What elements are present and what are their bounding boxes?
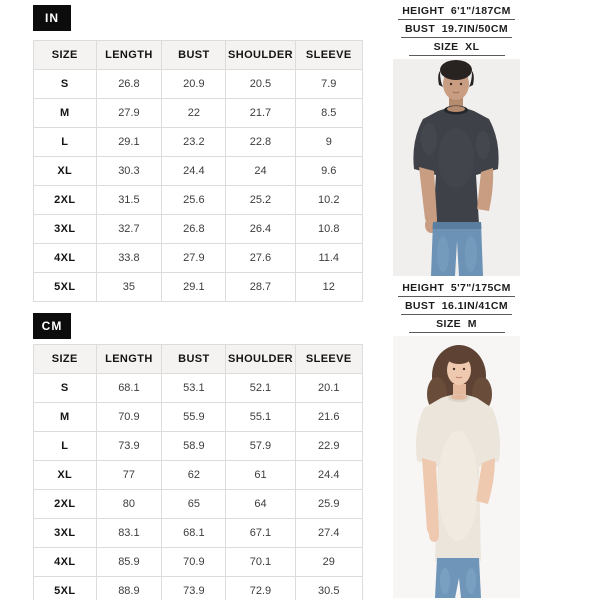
female-model-illustration [393,336,520,598]
measurement-cell: 20.9 [162,70,226,99]
size-cell: 5XL [34,577,97,600]
table-row [34,186,363,215]
size-cell: XL [34,157,97,186]
measurement-cell: 68.1 [162,519,226,548]
measurement-cell: 70.9 [96,403,162,432]
size-cell: 2XL [34,490,97,519]
model-size-label: SIZE M [409,318,505,333]
model-panel-male [393,0,520,272]
size-cell: S [34,70,97,99]
table-row [34,519,363,548]
measurement-cell: 68.1 [96,374,162,403]
male-model-photo [393,59,520,276]
table-row [34,70,363,99]
measurement-cell: 29.1 [162,273,226,302]
measurement-cell: 70.1 [226,548,295,577]
measurement-cell: 53.1 [162,374,226,403]
measurement-cell: 7.9 [295,70,362,99]
size-cell: M [34,403,97,432]
size-cell: L [34,432,97,461]
size-cell: S [34,374,97,403]
measurement-cell: 21.6 [295,403,362,432]
measurement-cell: 57.9 [226,432,295,461]
measurement-cell: 12 [295,273,362,302]
table-row [34,461,363,490]
size-cell: XL [34,461,97,490]
unit-badge-cm: CM [33,313,71,339]
size-cell: 3XL [34,215,97,244]
measurement-cell: 10.2 [295,186,362,215]
model-reference-section [393,0,520,600]
measurement-cell: 25.6 [162,186,226,215]
measurement-cell: 22.9 [295,432,362,461]
measurement-cell: 25.2 [226,186,295,215]
measurement-cell: 55.1 [226,403,295,432]
measurement-cell: 58.9 [162,432,226,461]
measurement-cell: 83.1 [96,519,162,548]
measurement-cell: 23.2 [162,128,226,157]
column-header-length: LENGTH [96,41,162,70]
size-cell: M [34,99,97,128]
male-model-info [393,0,520,56]
female-eye [463,368,465,370]
size-table-centimeters [33,344,363,600]
size-tables-section [33,0,363,600]
measurement-cell: 33.8 [96,244,162,273]
measurement-cell: 27.6 [226,244,295,273]
table-row [34,577,363,600]
column-header-bust: BUST [162,41,226,70]
table-header-row [34,345,363,374]
female-model-photo [393,336,520,598]
measurement-cell: 30.5 [295,577,362,600]
size-cell: 4XL [34,548,97,577]
table-row [34,215,363,244]
column-header-size: SIZE [34,41,97,70]
table-row [34,374,363,403]
model-height-label: HEIGHT 5'7"/175CM [398,282,515,297]
measurement-cell: 24.4 [295,461,362,490]
measurement-cell: 26.4 [226,215,295,244]
measurement-cell: 30.3 [96,157,162,186]
size-cell: 5XL [34,273,97,302]
measurement-cell: 27.4 [295,519,362,548]
measurement-cell: 35 [96,273,162,302]
table-row [34,273,363,302]
measurement-cell: 77 [96,461,162,490]
table-header-row [34,41,363,70]
measurement-cell: 21.7 [226,99,295,128]
table-row [34,432,363,461]
measurement-cell: 27.9 [96,99,162,128]
measurement-cell: 55.9 [162,403,226,432]
table-row [34,403,363,432]
measurement-cell: 73.9 [96,432,162,461]
measurement-cell: 8.5 [295,99,362,128]
column-header-length: LENGTH [96,345,162,374]
column-header-sleeve: SLEEVE [295,41,362,70]
male-eye [450,83,452,85]
column-header-shoulder: SHOULDER [226,345,295,374]
model-size-label: SIZE XL [409,41,505,56]
size-cell: 3XL [34,519,97,548]
measurement-cell: 80 [96,490,162,519]
measurement-cell: 9 [295,128,362,157]
measurement-cell: 27.9 [162,244,226,273]
measurement-cell: 65 [162,490,226,519]
measurement-cell: 64 [226,490,295,519]
measurement-cell: 25.9 [295,490,362,519]
measurement-cell: 10.8 [295,215,362,244]
column-header-shoulder: SHOULDER [226,41,295,70]
size-cell: 2XL [34,186,97,215]
table-row [34,157,363,186]
measurement-cell: 70.9 [162,548,226,577]
model-height-label: HEIGHT 6'1"/187CM [398,5,515,20]
female-left-hand [429,528,439,542]
male-model-illustration [393,59,520,276]
measurement-cell: 31.5 [96,186,162,215]
table-row [34,99,363,128]
column-header-sleeve: SLEEVE [295,345,362,374]
measurement-cell: 11.4 [295,244,362,273]
model-panel-female [393,277,520,600]
measurement-cell: 32.7 [96,215,162,244]
female-eye [453,368,455,370]
measurement-cell: 62 [162,461,226,490]
measurement-cell: 22.8 [226,128,295,157]
measurement-cell: 88.9 [96,577,162,600]
measurement-cell: 72.9 [226,577,295,600]
measurement-cell: 29.1 [96,128,162,157]
model-bust-label: BUST 19.7IN/50CM [401,23,512,38]
measurement-cell: 22 [162,99,226,128]
unit-badge-in: IN [33,5,71,31]
measurement-cell: 24.4 [162,157,226,186]
measurement-cell: 26.8 [96,70,162,99]
table-row [34,244,363,273]
measurement-cell: 67.1 [226,519,295,548]
measurement-cell: 20.1 [295,374,362,403]
size-cell: 4XL [34,244,97,273]
measurement-cell: 9.6 [295,157,362,186]
table-row [34,548,363,577]
measurement-cell: 28.7 [226,273,295,302]
measurement-cell: 24 [226,157,295,186]
table-row [34,490,363,519]
measurement-cell: 52.1 [226,374,295,403]
size-cell: L [34,128,97,157]
measurement-cell: 61 [226,461,295,490]
male-hair [440,60,472,80]
size-table-inches [33,40,363,302]
measurement-cell: 73.9 [162,577,226,600]
measurement-cell: 85.9 [96,548,162,577]
column-header-bust: BUST [162,345,226,374]
table-row [34,128,363,157]
measurement-cell: 29 [295,548,362,577]
measurement-cell: 20.5 [226,70,295,99]
female-model-info [393,277,520,333]
model-bust-label: BUST 16.1IN/41CM [401,300,512,315]
column-header-size: SIZE [34,345,97,374]
measurement-cell: 26.8 [162,215,226,244]
male-eye [460,83,462,85]
